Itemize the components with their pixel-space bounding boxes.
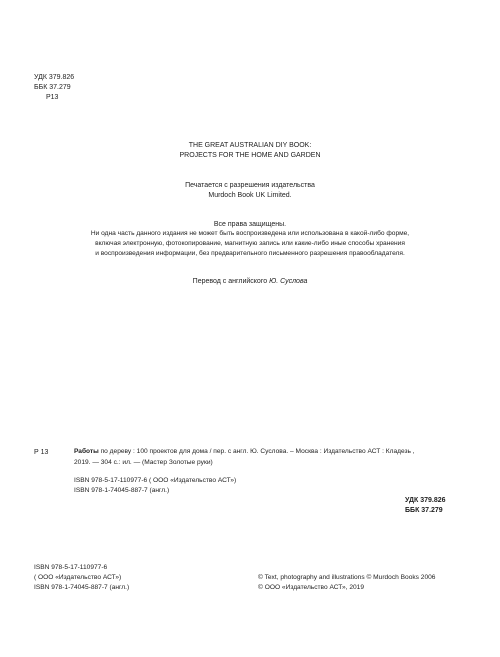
footer-publisher: ( ООО «Издательство АСТ») xyxy=(34,574,122,581)
catalog-udk: УДК 379.826 xyxy=(405,497,446,504)
permission-line-1: Печатается с разрешения издательства xyxy=(185,182,315,189)
catalog-isbn-2: ISBN 978-1-74045-887-7 (англ.) xyxy=(74,487,170,494)
catalog-bbk: ББК 37.279 xyxy=(405,507,443,514)
original-title-line-1: THE GREAT AUSTRALIAN DIY BOOK: xyxy=(188,142,312,149)
catalog-line-2: 2019. — 304 с.: ил. — (Мастер Золотые руки) xyxy=(74,459,213,466)
original-title-line-2: PROJECTS FOR THE HOME AND GARDEN xyxy=(179,152,321,159)
rights-line-1: Ни одна часть данного издания не может быть воспроизведена или использована в какой-либо форме, xyxy=(90,230,410,237)
udk-code: УДК 379.826 xyxy=(34,74,75,81)
catalog-line-1 xyxy=(74,448,415,457)
translation-credit xyxy=(0,277,500,286)
rights-line-2: включая электронную, фотокопирование, магнитную запись или какие-либо иные способы хранения xyxy=(95,240,405,247)
bbk-code: ББК 37.279 xyxy=(34,84,71,91)
catalog-title-word: Работы xyxy=(74,448,99,455)
permission-line-2: Murdoch Book UK Limited. xyxy=(208,192,292,199)
catalog-line-1-rest: по дереву : 100 проектов для дома / пер. с англ. Ю. Суслова. – Москва : Издательство АСТ : Кладезь , xyxy=(98,448,415,455)
footer-isbn-2: ISBN 978-1-74045-887-7 (англ.) xyxy=(34,584,130,591)
author-mark: Р13 xyxy=(46,94,59,101)
rights-heading: Все права защищены. xyxy=(213,221,287,228)
translator-name: Ю. Суслова xyxy=(269,278,308,285)
footer-isbn-1: ISBN 978-5-17-110977-6 xyxy=(34,564,108,571)
footer-copyright-2: © ООО «Издательство АСТ», 2019 xyxy=(258,584,365,591)
translation-prefix: Перевод с английского xyxy=(192,278,268,285)
catalog-isbn-1: ISBN 978-5-17-110977-6 ( ООО «Издательство АСТ») xyxy=(74,477,237,484)
rights-line-3: и воспроизведения информации, без предварительного письменного разрешения правообладателя. xyxy=(95,250,405,257)
catalog-mark: Р 13 xyxy=(34,449,49,456)
footer-copyright-1: © Text, photography and illustrations © Murdoch Books 2006 xyxy=(258,574,436,581)
